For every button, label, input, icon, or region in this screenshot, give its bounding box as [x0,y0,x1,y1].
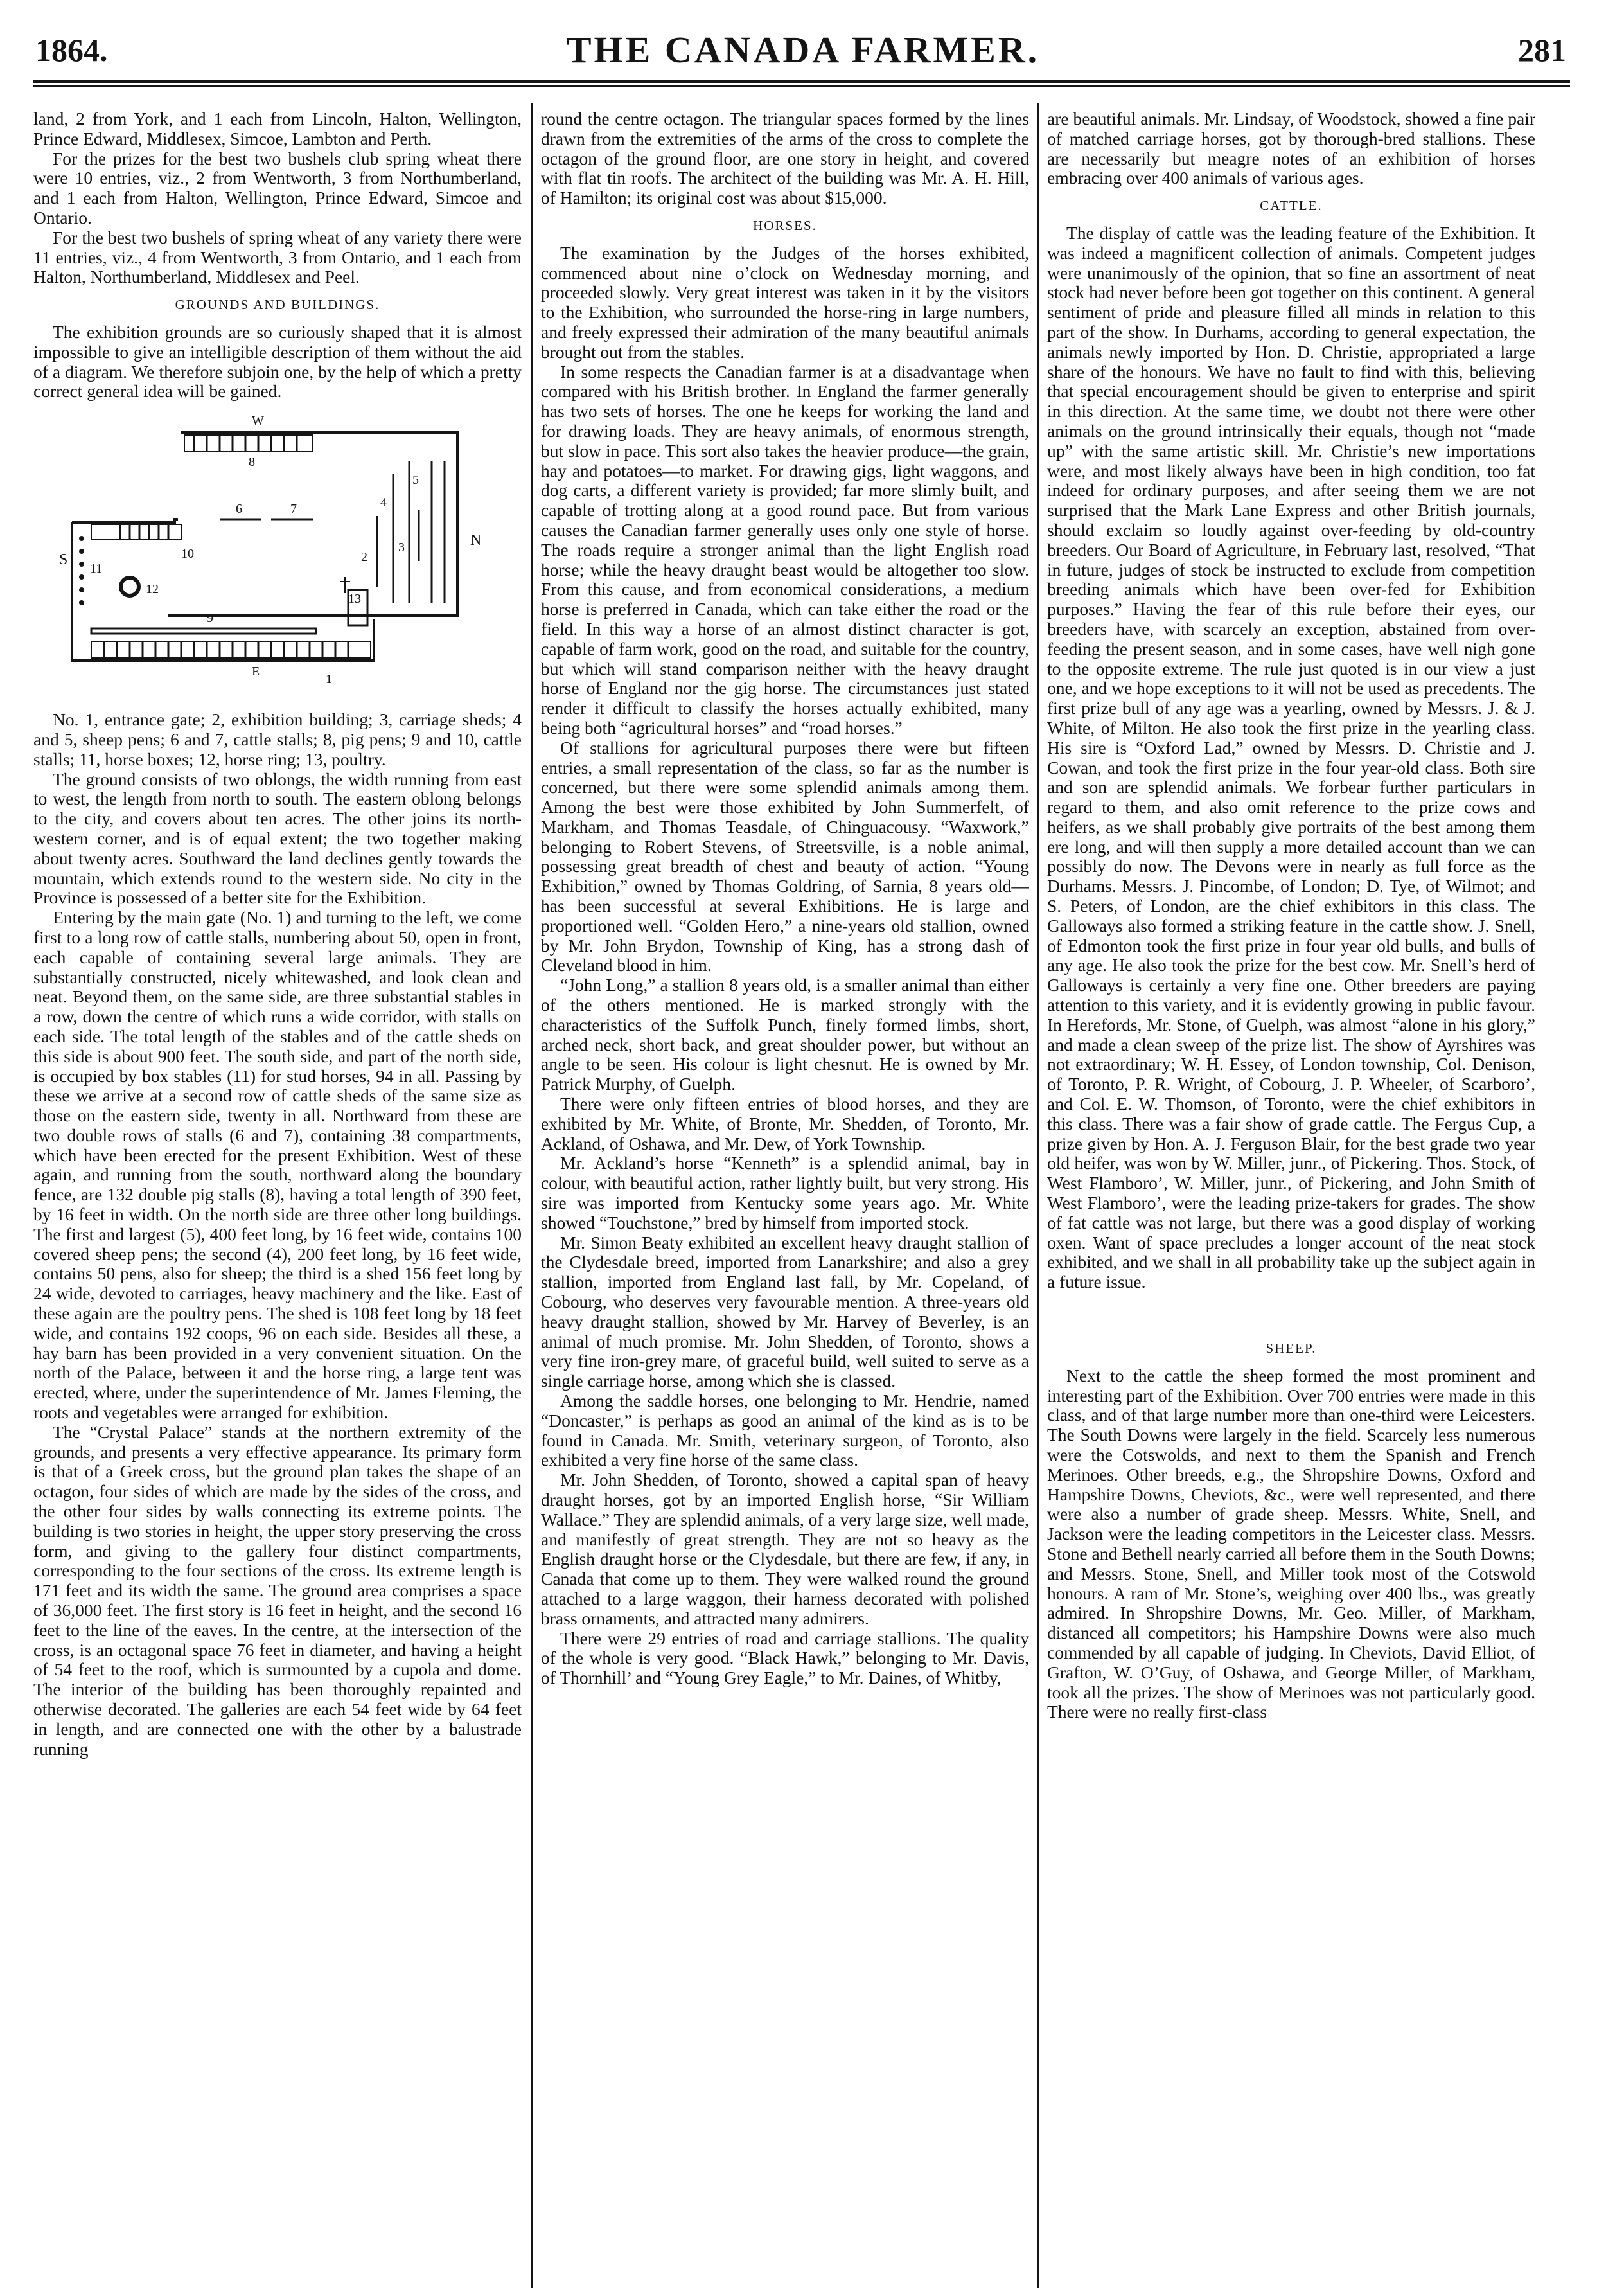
column-divider-left [531,103,533,2288]
diagram-label-e: E [252,664,260,679]
diagram-number-8: 8 [249,455,255,470]
header-page-number: 281 [1518,32,1566,68]
diagram-number-6: 6 [236,502,242,517]
diagram-number-10: 10 [181,547,194,562]
diagram-number-9: 9 [207,611,213,626]
col1-paragraph: The “Crystal Palace” stands at the northern extremity of the grounds, and presents a very effective appearance. Its primary form is that of a Greek cross, but the ground plan takes the shape of an octagon, four sides of which are made by the sides of the cross, and the other four sides by walls connecting its extreme points. The building is two stories in height, the upper story preserving the cross form, and giving to the gallery four distinct compartments, corresponding to the four sections of the cross. Its extreme length is 171 feet and its width the same. The ground area comprises a space of 36,000 feet. The first story is 16 feet in height, and the second 16 feet to the line of the eaves. In the centre, at the intersection of the cross, is an octagonal space 76 feet in diameter, and having a height of 54 feet to the roof, which is surmounted by a cupola and dome. The interior of the building has been thoroughly repainted and otherwise decorated. The galleries are each 54 feet wide by 64 feet in length, and are connected one with the other by a balustrade running [33,1421,522,1759]
col3-paragraph: are beautiful animals. Mr. Lindsay, of Woodstock, showed a fine pair of matched carriage horses, got by thorough-bred stallions. These are necessarily but meagre notes of an exhibition of horses embracing over 400 animals of various ages. [1047,109,1535,188]
grounds-diagram [59,407,496,702]
diagram-number-11: 11 [90,562,103,576]
col2-paragraph: In some respects the Canadian farmer is at a disadvantage when compared with his British brother. In England the farmer generally has two sets of horses. The one he keeps for working the land and for drawing loads. They are heavy animals, of enormous strength, but slow in pace. This sort also takes the heavier produce—the grain, hay and potatoes—to market. For drawing gigs, light waggons, and dog carts, a different variety is provided; far more slimly built, and capable of trotting along at a good round pace. But from various causes the Canadian farmer generally uses only one style of horse. The roads require a stronger animal than the light English road horse; while the heavy draught beast would be altogether too slow. From this cause, and from economical considerations, a medium horse is preferred in Canada, which can take either the road or the field. In this way a horse of an almost distinct character is got, capable of farm work, good on the road, and suitable for the country, but which will stand comparison neither with the heavy draught horse of England nor the gig horse. The circumstances just stated render it difficult to classify the horses actually exhibited, many being both “agricultural horses” and “road horses.” [541,361,1029,738]
col2-paragraph: “John Long,” a stallion 8 years old, is a smaller animal than either of the others mentioned. He is marked strongly with the characteristics of the Suffolk Punch, finely formed limbs, short, arched neck, short back, and great shoulder power, but without an angle to be seen. His colour is light chesnut. He is owned by Mr. Patrick Murphy, of Guelph. [541,975,1029,1094]
column-3 [1047,109,1535,2288]
col1-paragraph: The ground consists of two oblongs, the width running from east to west, the length from north to south. The eastern oblong belongs to the city, and covers about ten acres. The other joins its north-western corner, and is of equal extent; the two together making about twenty acres. Southward the land declines gently towards the mountain, which extends round to the western side. No city in the Province is possessed of a better site for the Exhibition. [33,769,522,908]
diagram-number-7: 7 [290,502,297,517]
col2-paragraph: Among the saddle horses, one belonging to Mr. Hendrie, named “Doncaster,” is perhaps as good an animal of the kind as is to be found in Canada. Mr. Smith, veterinary surgeon, of Toronto, also exhibited a very fine horse of the same class. [541,1391,1029,1470]
column-1 [33,109,522,2288]
header-rule-thick [33,80,1570,83]
diagram-label-s: S [59,551,68,569]
col1-paragraph: The exhibition grounds are so curiously shaped that it is almost impossible to give an intelligible description of them without the aid of a diagram. We therefore subjoin one, by the help of which a pretty correct general idea will be gained. [33,321,522,402]
col1-paragraph: land, 2 from York, and 1 each from Lincoln, Halton, Wellington, Prince Edward, Middlesex, Simcoe, Lambton and Perth. [33,109,522,148]
col2-paragraph: There were only fifteen entries of blood horses, and they are exhibited by Mr. White, of Bronte, Mr. Shedden, of Toronto, Mr. Ackland, of Oshawa, and Mr. Dew, of York Township. [541,1094,1029,1153]
diagram-number-13: 13 [348,592,361,607]
col2-paragraph: Mr. Ackland’s horse “Kenneth” is a splendid animal, bay in colour, with beautiful action, rather lightly built, but very strong. His sire was imported from Kentucky some years ago. Mr. White showed “Touchstone,” bred by himself from imported stock. [541,1153,1029,1233]
section-heading-cattle: CATTLE. [1260,198,1323,214]
diagram-label-w: W [252,414,264,429]
col2-paragraph: Of stallions for agricultural purposes there were but fifteen entries, a small representation of the class, so far as the number is concerned, but there were some splendid animals among them. Among the best were those exhibited by John Summerfelt, of Markham, and Thomas Teasdale, of Chinguacousy. “Waxwork,” belonging to Robert Stevens, of Streetsville, is a noble animal, possessing great breadth of chest and beauty of action. “Young Exhibition,” owned by Thomas Goldring, of Sarnia, 8 years old—has been successful at several Exhibitions. He is large and proportioned well. “Golden Hero,” a nine-years old stallion, owned by Mr. John Brydon, Township of King, has a strong dash of Cleveland blood in him. [541,737,1029,975]
col1-paragraph: Entering by the main gate (No. 1) and turning to the left, we come first to a long row of cattle stalls, numbering about 50, open in front, each capable of containing several large animals. They are substantially constructed, nicely whitewashed, and look clean and neat. Beyond them, on the same side, are three substantial stables in a row, down the centre of which runs a wide corridor, with stalls on each side. The total length of the stables and of the cattle sheds on this side is about 900 feet. The south side, and part of the north side, is occupied by box stables (11) for stud horses, 94 in all. Passing by these we arrive at a second row of cattle sheds of the same size as those on the eastern side, twenty in all. Northward from these are two double rows of stalls (6 and 7), containing 38 compartments, which have been erected for the present Exhibition. West of these again, and running from the south, northward along the boundary fence, are 132 double pig stalls (8), having a total length of 390 feet, by 16 feet in width. On the north side are three other long buildings. The first and largest (5), 400 feet long, by 16 feet wide, contains 100 covered sheep pens; the second (4), 200 feet long, by 16 feet wide, contains 50 pens, also for sheep; the third is a shed 156 feet long by 24 wide, devoted to carriages, heavy machinery and the like. East of these again are the poultry pens. The shed is 108 feet long by 18 feet wide, and contains 192 coops, 96 on each side. Besides all these, a hay barn has been provided in a very convenient situation. On the north of the Palace, between it and the horse ring, a large tent was erected, where, under the superintendence of Mr. James Fleming, the roots and vegetables were arranged for exhibition. [33,907,522,1423]
diagram-number-4: 4 [380,495,387,510]
col3-paragraph: The display of cattle was the leading feature of the Exhibition. It was indeed a magnificent collection of animals. Competent judges were unanimously of the opinion, that so fine an assortment of neat stock had never before been got together on this continent. A general sentiment of pride and pleasure filled all minds in relation to this part of the show. In Durhams, according to general expectation, the animals newly imported by Hon. D. Christie, appropriated a large share of the honours. We have no fault to find with this, believing that special encouragement should be given to enterprise and spirit in this direction. At the same time, we doubt not there were other animals on the ground intrinsically their equals, though not “made up” with the same artistic skill. Mr. Christie’s new importations were, and most likely always have been in high condition, too fat indeed for ordinary purposes, and after seeing them we are not surprised that the Mark Lane Express and other British journals, should exclaim so loudly against over-feeding by old-country breeders. Our Board of Agriculture, in February last, resolved, “That in future, judges of stock be instructed to exclude from competition breeding animals which have been over-fed for Exhibition purposes.” Having the fear of this rule before their eyes, our breeders have, with scarcely an exception, abstained from over-feeding the present season, and in some cases, have well nigh gone to the opposite extreme. The rule just quoted is in our view a just one, and we hope exceptions to it will not be used as precedents. The first prize bull of any age was a yearling, owned by Messrs. J. & J. White, of Milton. He also took the first prize in the yearling class. His sire is “Oxford Lad,” owned by Messrs. D. Christie and J. Cowan, and took the first prize in the four year-old class. Both sire and son are splendid animals. We forbear further particulars in regard to them, and also omit reference to the prize cows and heifers, as we shall probably give portraits of the best among them ere long, and will then supply a more detailed account than we can possibly do now. The Devons were in nearly as full force as the Durhams. Messrs. J. Pincombe, of London; D. Tye, of Wilmot; and S. Peters, of London, are the chief exhibitors in this class. The Galloways also formed a striking feature in the cattle show. J. Snell, of Edmonton took the first prize in four year old bulls, and bulls of any age. He also took the prize for the best cow. Mr. Snell’s herd of Galloways is certainly a very fine one. Other breeders are paying attention to this variety, and it is evidently growing in public favour. In Herefords, Mr. Stone, of Guelph, was almost “alone in his glory,” and made a clean sweep of the prize list. The show of Ayrshires was not extraordinary; W. H. Essey, of London township, Col. Denison, of Toronto, P. R. Wright, of Cobourg, J. P. Wheeler, of Scarboro’, and Col. E. W. Thomson, of Toronto, were the chief exhibitors in this class. There was a fair show of grade cattle. The Fergus Cup, a prize given by Hon. A. J. Ferguson Blair, for the best grade two year old heifer, was won by W. Miller, junr., of Pickering. Thos. Stock, of West Flamboro’, W. Miller, junr., of Pickering, and John Smith of West Flamboro’, were the leading prize-takers for grades. The show of fat cattle was not large, but there was a good display of working oxen. Want of space precludes a longer account of the neat stock exhibited, and we shall in all probability take up the subject again in a future issue. [1047,222,1535,1292]
col3-paragraph: Next to the cattle the sheep formed the most prominent and interesting part of the Exhibition. Over 700 entries were made in this class, and of that large number more than one-third were Leicesters. The South Downs were largely in the field. Scarcely less numerous were the Cotswolds, and next to them the Spanish and French Merinoes. Other breeds, e.g., the Shropshire Downs, Oxford and Hampshire Downs, Cheviots, &c., were well represented, and there were also a number of grade sheep. Messrs. White, Snell, and Jackson were the leading competitors in the Leicester class. Messrs. Stone and Bethell nearly carried all before them in the South Downs; and Messrs. Stone, Snell, and Miller took most of the Cotswold honours. A ram of Mr. Stone’s, weighing over 400 lbs., was greatly admired. In Shropshire Downs, Mr. Geo. Miller, of Markham, distanced all competitors; his Hampshire Downs were also much commended by all capable of judging. In Cheviots, David Elliot, of Grafton, W. O’Guy, of Oshawa, and George Miller, of Markham, took all the prizes. The show of Merinoes was not particularly good. There were no really first-class [1047,1365,1535,1722]
header-year: 1864. [35,32,108,68]
col2-paragraph: Mr. John Shedden, of Toronto, showed a capital span of heavy draught horses, got by an imported English horse, “Sir William Wallace.” They are splendid animals, of a very large size, well made, and manifestly of great strength. They are not so heavy as the English draught horse or the Clydesdale, but there are few, if any, in Canada that come up to them. They were walked round the ground attached to a large waggon, their harness decorated with polished brass ornaments, and attracted many admirers. [541,1470,1029,1628]
column-divider-right [1037,103,1039,2288]
diagram-number-1: 1 [326,672,332,687]
col2-paragraph: round the centre octagon. The triangular spaces formed by the lines drawn from the extremities of the arms of the cross to complete the octagon of the ground floor, are one story in height, and covered with flat tin roofs. The architect of the building was Mr. A. H. Hill, of Hamilton; its original cost was about $15,000. [541,109,1029,208]
diagram-number-12: 12 [146,582,159,597]
diagram-label-n: N [470,532,482,549]
section-heading-horses: HORSES. [753,217,817,233]
col2-paragraph: There were 29 entries of road and carriage stallions. The quality of the whole is very good. “Black Hawk,” belonging to Mr. Davis, of Thornhill’ and “Young Grey Eagle,” to Mr. Daines, of Whitby, [541,1628,1029,1688]
col1-paragraph: For the prizes for the best two bushels club spring wheat there were 10 entries, viz., 2 from Wentworth, 3 from Northumberland, and 1 each from Halton, Wellington, Prince Edward, Simcoe and Ontario. [33,148,522,227]
section-heading-sheep: SHEEP. [1266,1340,1317,1357]
column-2 [541,109,1029,2288]
header-rule-thin [33,85,1570,87]
diagram-number-2: 2 [361,550,367,565]
diagram-number-5: 5 [412,473,419,488]
diagram-legend: No. 1, entrance gate; 2, exhibition building; 3, carriage sheds; 4 and 5, sheep pens; 6 and 7, cattle stalls; 8, pig pens; 9 and 10, cattle stalls; 11, horse boxes; 12, horse ring; 13, poultry. [33,709,522,769]
header-title: THE CANADA FARMER. [566,29,1040,71]
section-heading-grounds: GROUNDS AND BUILDINGS. [175,297,380,313]
col2-paragraph: The examination by the Judges of the horses exhibited, commenced about nine o’clock on Wednesday morning, and proceeded slowly. Very great interest was taken in it by the visitors to the Exhibition, who surrounded the horse-ring in large numbers, and freely expressed their admiration of the many beautiful animals brought out from the stables. [541,242,1029,362]
diagram-number-3: 3 [398,540,405,555]
col1-paragraph: For the best two bushels of spring wheat of any variety there were 11 entries, viz., 4 from Wentworth, 3 from Ontario, and 1 each from Halton, Northumberland, Middlesex and Peel. [33,227,522,287]
col2-paragraph: Mr. Simon Beaty exhibited an excellent heavy draught stallion of the Clydesdale breed, imported from Lanarkshire; and also a grey stallion, imported from England last fall, by Mr. Copeland, of Cobourg, who deserves very favourable mention. A three-years old heavy draught stallion, showed by Mr. Harvey of Beverley, is an animal of much promise. Mr. John Shedden, of Toronto, shows a very fine iron-grey mare, of graceful build, well suited to serve as a single carriage horse, among which she is classed. [541,1232,1029,1391]
